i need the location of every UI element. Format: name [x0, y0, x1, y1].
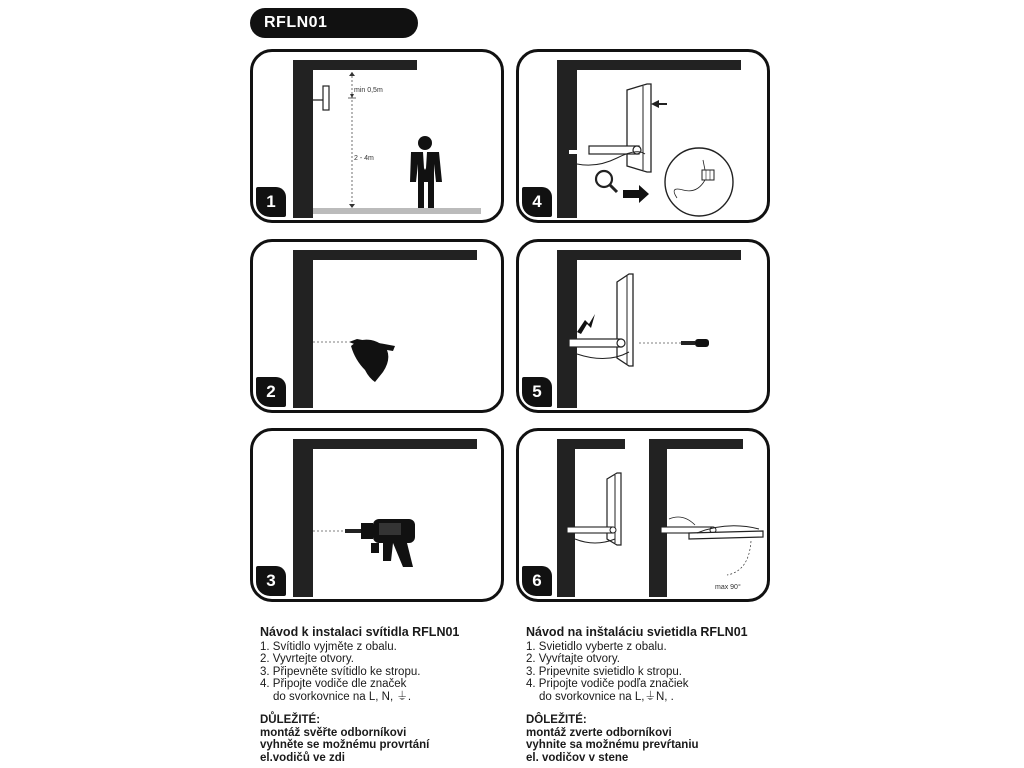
- step-number-3: 3: [256, 566, 286, 596]
- floodlight-icon: [607, 473, 621, 545]
- step-1-illustration: [253, 52, 501, 220]
- important-line: el. vodičov v stene: [526, 751, 629, 764]
- instruction-step: do svorkovnice na L,⏚N, .: [539, 690, 674, 703]
- step-6-illustration: [519, 431, 767, 599]
- instructions-sk-heading: Návod na inštaláciu svietidla RFLN01: [526, 625, 748, 639]
- important-line: el.vodičů ve zdi: [260, 751, 345, 764]
- instruction-step: 4. Připojte vodiče dle značek: [260, 678, 407, 690]
- detail-circle: [665, 148, 733, 216]
- bracket: [569, 339, 621, 347]
- arrow-icon: [577, 314, 595, 334]
- floor: [313, 208, 481, 214]
- floodlight-icon: [617, 274, 633, 366]
- drill-icon: [345, 519, 415, 567]
- instructions-cz-heading: Návod k instalaci svítidla RFLN01: [260, 625, 460, 639]
- step-1-panel: [250, 49, 504, 223]
- instruction-step: 1. Svítidlo vyjměte z obalu.: [260, 640, 397, 653]
- important-line: montáž svěřte odborníkovi: [260, 726, 407, 739]
- ceiling: [293, 60, 417, 70]
- arrow-icon: [651, 100, 667, 108]
- step-number-4: 4: [522, 187, 552, 217]
- instruction-step: 2. Vyvŕtajte otvory.: [526, 653, 620, 665]
- important-line: montáž zverte odborníkovi: [526, 726, 672, 739]
- min-distance-label: min 0,5m: [354, 87, 383, 94]
- important-line: vyhnite sa možnému prevŕtaniu: [526, 739, 699, 751]
- step-5-illustration: [519, 242, 767, 410]
- instruction-step: 3. Pripevnite svietidlo k stropu.: [526, 665, 682, 678]
- instruction-step: 1. Svietidlo vyberte z obalu.: [526, 640, 667, 653]
- terminal-block-icon: [702, 170, 714, 180]
- max-angle-label: max 90°: [715, 584, 741, 591]
- step-2-illustration: [253, 242, 501, 410]
- instructions-sk: [526, 626, 748, 764]
- floodlight-icon: [627, 84, 651, 172]
- important-line: vyhněte se možnému provrtání: [260, 739, 430, 751]
- instructions-cz: [260, 626, 459, 764]
- step-number-5: 5: [522, 377, 552, 407]
- important-title-sk: DÔLEŽITÉ:: [526, 714, 587, 726]
- step-4-panel: [516, 49, 770, 223]
- screwdriver-icon: [681, 341, 695, 345]
- document-title: RFLN01: [250, 8, 418, 38]
- person-icon: [410, 136, 442, 208]
- lamp-icon: [323, 86, 329, 110]
- instruction-step: 3. Připevněte svítidlo ke stropu.: [260, 665, 421, 678]
- step-2-panel: [250, 239, 504, 413]
- height-label: 2 - 4m: [354, 155, 374, 162]
- instruction-step: 4. Pripojte vodiče podľa značiek: [526, 678, 689, 690]
- step-3-panel: [250, 428, 504, 602]
- instruction-step: 2. Vyvrtejte otvory.: [260, 653, 354, 665]
- step-number-1: 1: [256, 187, 286, 217]
- step-number-6: 6: [522, 566, 552, 596]
- hand-with-pencil-icon: [349, 339, 395, 382]
- instruction-step: do svorkovnice na L, N, ⏚.: [273, 690, 412, 703]
- big-arrow-icon: [623, 185, 649, 203]
- step-4-illustration: [519, 52, 767, 220]
- step-6-panel: [516, 428, 770, 602]
- step-3-illustration: [253, 431, 501, 599]
- step-5-panel: [516, 239, 770, 413]
- step-number-2: 2: [256, 377, 286, 407]
- magnifier-icon: [596, 171, 612, 187]
- important-title-cz: DŮLEŽITÉ:: [260, 714, 321, 726]
- wall: [293, 60, 313, 218]
